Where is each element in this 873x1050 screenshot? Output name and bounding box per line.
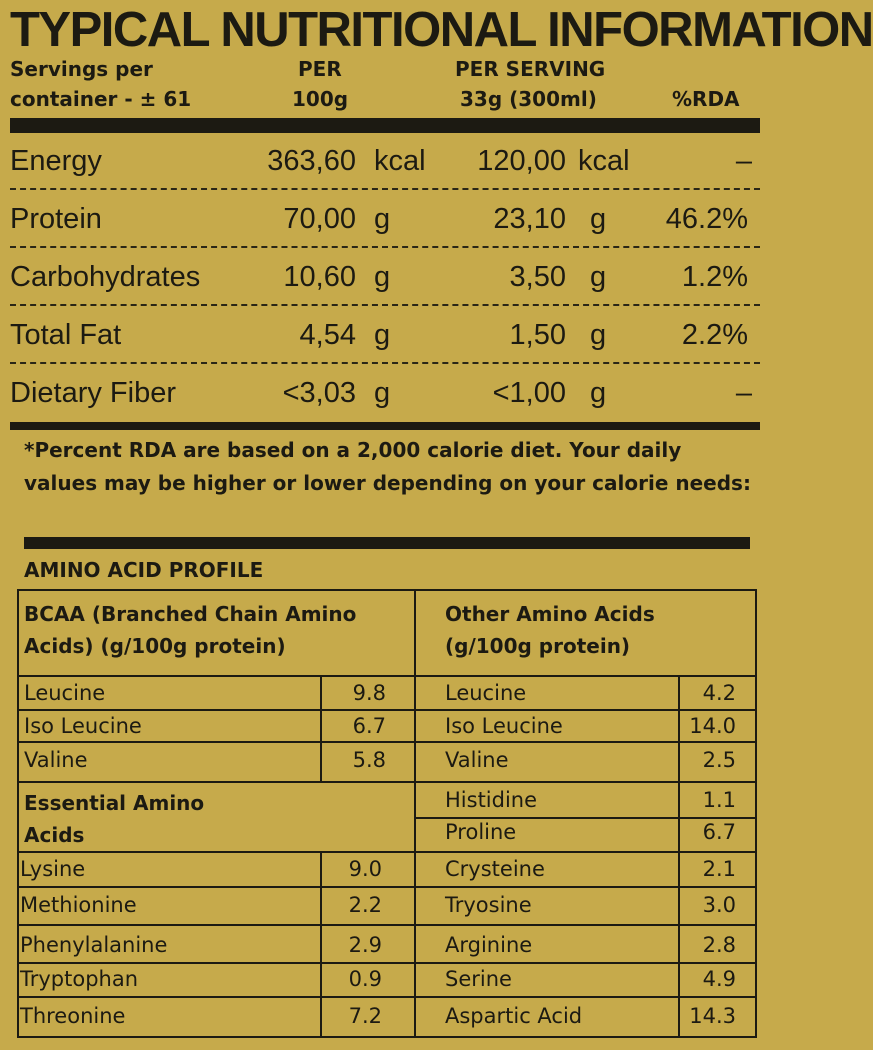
grid-line xyxy=(17,996,415,998)
servings-label: Servings per xyxy=(10,57,153,81)
bcaa-name: Leucine xyxy=(24,681,106,705)
bcaa-header-units: Acids) (g/100g protein) xyxy=(24,634,286,658)
grid-line xyxy=(414,886,757,888)
per100-header: PER xyxy=(298,57,342,81)
nutrient-per100: 70,00 xyxy=(283,203,356,235)
other-value: 2.1 xyxy=(702,857,736,881)
nutrient-unitserving: g xyxy=(590,203,607,235)
grid-line xyxy=(17,781,415,783)
nutrients-bottom-rule xyxy=(10,422,760,430)
nutrient-perserving: 120,00 xyxy=(477,145,566,177)
nutrient-name: Protein xyxy=(10,203,102,235)
grid-line xyxy=(17,741,415,743)
other-value: 2.8 xyxy=(702,933,736,957)
grid-line xyxy=(17,675,415,677)
grid-line xyxy=(414,675,757,677)
grid-line xyxy=(17,851,415,853)
nutrient-per100: 10,60 xyxy=(283,261,356,293)
bcaa-value: 6.7 xyxy=(352,714,386,738)
other-name: Crysteine xyxy=(445,857,545,881)
nutrient-per100: <3,03 xyxy=(282,377,356,409)
perserving-header: PER SERVING xyxy=(455,57,606,81)
nutrient-name: Carbohydrates xyxy=(10,261,201,293)
other-value: 6.7 xyxy=(702,820,736,844)
essential-name: Phenylalanine xyxy=(20,933,168,957)
essential-name: Threonine xyxy=(20,1004,126,1028)
perserving-subheader: 33g (300ml) xyxy=(460,87,597,111)
nutrient-name: Energy xyxy=(10,145,102,177)
nutrient-perserving: 1,50 xyxy=(509,319,566,351)
rda-footnote: *Percent RDA are based on a 2,000 calorie diet. Your daily values may be higher or lower depending on your calorie needs: xyxy=(24,438,751,495)
other-header-units: (g/100g protein) xyxy=(445,634,631,658)
nutrient-row-carbohydrates xyxy=(10,248,760,306)
nutrient-unit100: g xyxy=(374,377,391,409)
nutrient-unit100: g xyxy=(374,261,391,293)
bcaa-name: Iso Leucine xyxy=(24,714,142,738)
nutrient-row-protein xyxy=(10,190,760,248)
nutrient-unitserving: g xyxy=(590,261,607,293)
grid-line xyxy=(414,996,757,998)
amino-top-rule xyxy=(24,537,750,549)
essential-header-line2: Acids xyxy=(24,823,85,847)
bcaa-value: 5.8 xyxy=(352,748,386,772)
nutrient-row-energy xyxy=(10,132,760,190)
other-value: 4.9 xyxy=(702,967,736,991)
grid-line xyxy=(17,924,415,926)
header-rule xyxy=(10,118,760,133)
other-name: Valine xyxy=(445,748,509,772)
grid-line xyxy=(414,741,757,743)
nutrient-per100: 363,60 xyxy=(267,145,356,177)
essential-value: 7.2 xyxy=(348,1004,382,1028)
essential-header: Essential Amino xyxy=(24,791,205,815)
nutrient-unitserving: g xyxy=(590,377,607,409)
nutrient-unit100: g xyxy=(374,203,391,235)
other-value: 14.0 xyxy=(689,714,736,738)
nutrient-name: Dietary Fiber xyxy=(10,377,176,409)
other-name: Arginine xyxy=(445,933,533,957)
grid-line xyxy=(414,781,757,783)
amino-col-divider xyxy=(414,589,416,1038)
other-name: Tryosine xyxy=(445,893,532,917)
nutrient-row-dietary-fiber xyxy=(10,364,760,422)
other-value: 1.1 xyxy=(702,788,736,812)
bcaa-value: 9.8 xyxy=(352,681,386,705)
nutrient-unit100: g xyxy=(374,319,391,351)
nutrient-rda: 46.2% xyxy=(665,203,748,235)
other-value: 4.2 xyxy=(702,681,736,705)
nutrient-unitserving: kcal xyxy=(578,145,630,177)
nutrient-perserving: 23,10 xyxy=(493,203,566,235)
other-value: 3.0 xyxy=(702,893,736,917)
essential-value: 0.9 xyxy=(348,967,382,991)
other-name: Serine xyxy=(445,967,512,991)
other-name: Leucine xyxy=(445,681,527,705)
essential-name: Lysine xyxy=(20,857,86,881)
nutrient-perserving: <1,00 xyxy=(492,377,566,409)
nutrient-rda: 2.2% xyxy=(681,319,748,351)
essential-value: 9.0 xyxy=(348,857,382,881)
per100-subheader: 100g xyxy=(292,87,349,111)
nutrient-name: Total Fat xyxy=(10,319,122,351)
nutrient-rda: – xyxy=(735,377,752,409)
other-value: 14.3 xyxy=(689,1004,736,1028)
grid-line xyxy=(414,924,757,926)
other-name: Proline xyxy=(445,820,517,844)
nutrient-perserving: 3,50 xyxy=(509,261,566,293)
page-title: TYPICAL NUTRITIONAL INFORMATION xyxy=(10,3,873,57)
amino-heading: AMINO ACID PROFILE xyxy=(24,558,264,582)
nutrient-row-total-fat xyxy=(10,306,760,364)
grid-line xyxy=(17,886,415,888)
nutrient-rda: 1.2% xyxy=(681,261,748,293)
nutrient-unitserving: g xyxy=(590,319,607,351)
essential-name: Tryptophan xyxy=(20,967,139,991)
rda-header: %RDA xyxy=(672,87,740,111)
other-value: 2.5 xyxy=(702,748,736,772)
grid-line xyxy=(414,851,757,853)
other-name: Iso Leucine xyxy=(445,714,563,738)
essential-value: 2.9 xyxy=(348,933,382,957)
other-name: Aspartic Acid xyxy=(445,1004,583,1028)
servings-count: container - ± 61 xyxy=(10,87,192,111)
other-name: Histidine xyxy=(445,788,538,812)
nutrient-rda: – xyxy=(735,145,752,177)
bcaa-name: Valine xyxy=(24,748,88,772)
nutrient-unit100: kcal xyxy=(374,145,426,177)
other-header: Other Amino Acids xyxy=(445,602,655,626)
bcaa-header: BCAA (Branched Chain Amino xyxy=(24,602,357,626)
essential-value: 2.2 xyxy=(348,893,382,917)
nutrient-per100: 4,54 xyxy=(299,319,356,351)
essential-name: Methionine xyxy=(20,893,137,917)
